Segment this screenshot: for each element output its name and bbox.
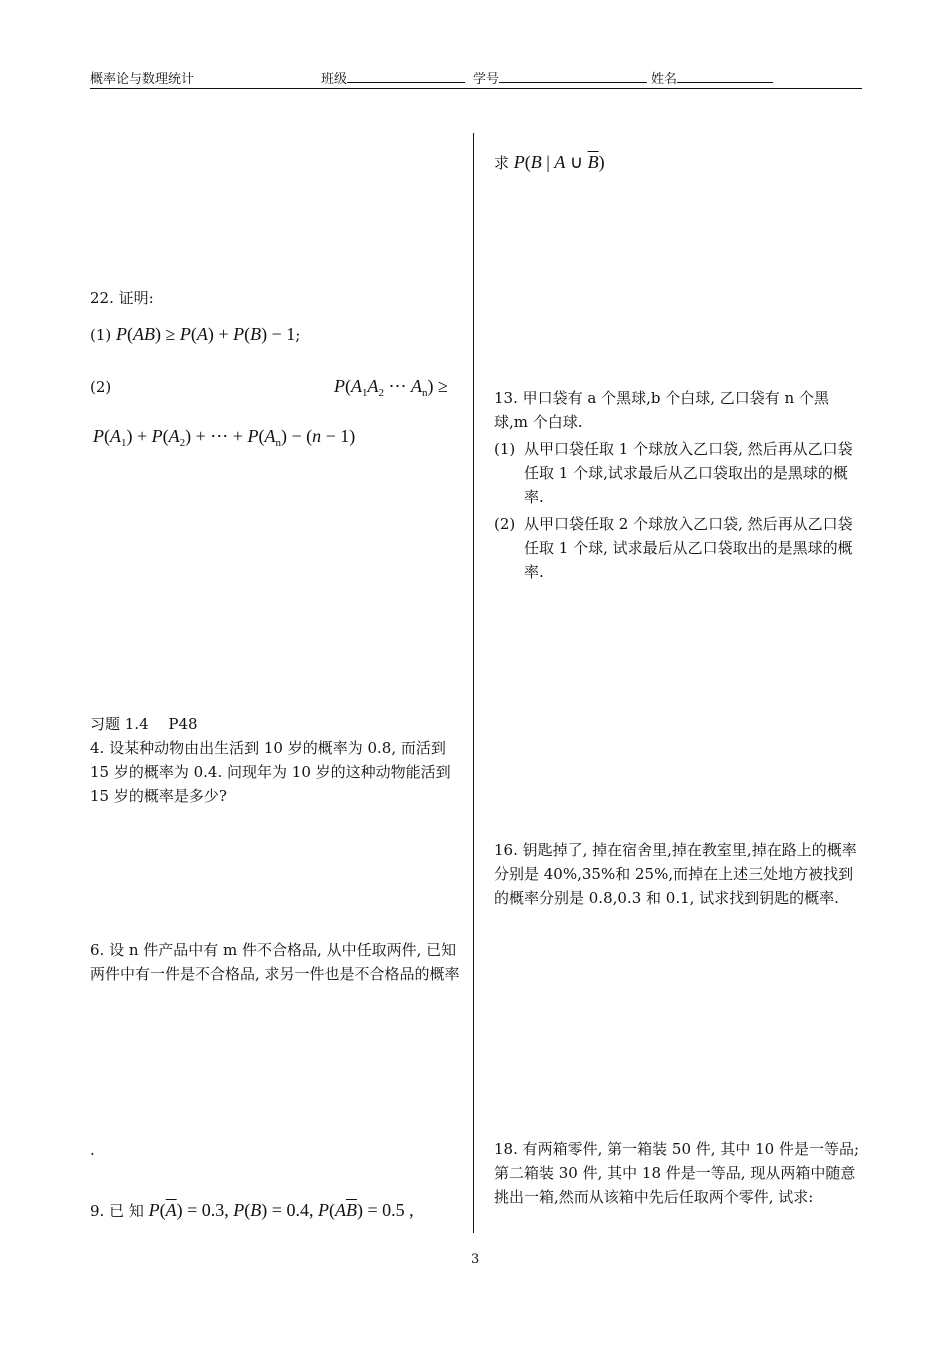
q9-cont-formula: P(B | A ∪ $\overline{B}$) [513,152,605,172]
column-divider [473,133,474,1233]
q9-text [90,1198,470,1223]
id-label: 学号 [473,72,500,87]
section-heading: 习题 1.4 P48 [90,715,198,733]
q13-text: 13. 甲口袋有 a 个黑球,b 个白球, 乙口袋有 n 个黑球,m 个白球. [494,389,829,431]
q6-text: 6. 设 n 件产品中有 m 件不合格品, 从中任取两件, 已知两件中有一件是不合格品, 求另一件也是不合格品的概率 [90,941,460,983]
q13-part2-text: 从甲口袋任取 2 个球放入乙口袋, 然后再从乙口袋任取 1 个球, 试求最后从乙口袋取出的是黑球的概率. [524,515,853,581]
q13-part2-num: (2) [494,515,516,533]
q9-value-c: 0.5 [382,1200,405,1220]
class-field [321,68,465,87]
q4-text: 4. 设某种动物由出生活到 10 岁的概率为 0.8, 而活到 15 岁的概率为 0.4. 问现年为 10 岁的这种动物能活到 15 岁的概率是多少? [90,739,451,805]
q22-part2-label: (2) [90,378,112,396]
q13-part1-text: 从甲口袋任取 1 个球放入乙口袋, 然后再从乙口袋任取 1 个球,试求最后从乙口袋取出的是黑球的概率. [524,440,853,506]
q9-formula: $P(\overline{A}) = 0.3$, P(B) = 0.4, $P(A\overline{B}) = 0.5$ , [148,1200,414,1220]
name-field [651,68,773,87]
q22-part1-formula: P(AB) ≥ P(A) + P(B) − 1 [116,324,296,344]
page-number: 3 [471,1252,480,1267]
id-blank [499,70,647,83]
q13-part2 [494,512,862,584]
class-blank [347,70,465,83]
q22-part2-formula-lhs: $P(A_1A_2$ ⋯ $A_n$) ≥ [334,376,448,399]
q16-text: 16. 钥匙掉了, 掉在宿舍里,掉在教室里,掉在路上的概率分别是 40%,35%和 25%,而掉在上述三处地方被找到的概率分别是 0.8,0.3 和 0.1, 试求找到钥匙的概率. [494,841,857,907]
q22-title: 22. 证明: [90,289,154,307]
name-label: 姓名 [651,72,678,87]
q13-part1 [494,437,862,509]
q9-value-a: 0.3 [201,1200,225,1220]
id-field [473,68,647,87]
q22-part2-formula-rhs: $P(A_1) + P(A_2)$ + ⋯ + $P(A_n) - (n - 1)$ [93,426,356,449]
q9-cont-prefix: 求 [494,154,510,172]
course-title: 概率论与数理统计 [90,72,195,87]
q22-part1-label: (1) [90,326,112,344]
q18-text: 18. 有两箱零件, 第一箱装 50 件, 其中 10 件是一等品; 第二箱装 30 件, 其中 18 件是一等品, 现从两箱中随意挑出一箱,然而从该箱中先后任取两个零件, 试求: [494,1140,859,1206]
q22-part1 [90,322,300,347]
q13-part1-num: (1) [494,440,516,458]
class-label: 班级 [321,72,348,87]
header-rule [90,88,862,89]
q22-part1-tail: ; [295,326,301,344]
q9-value-b: 0.4 [286,1200,309,1220]
q9-prefix: 9. 已 知 [90,1202,144,1220]
stray-dot: . [90,1141,95,1159]
q9-continuation [494,150,605,175]
name-blank [677,70,773,83]
